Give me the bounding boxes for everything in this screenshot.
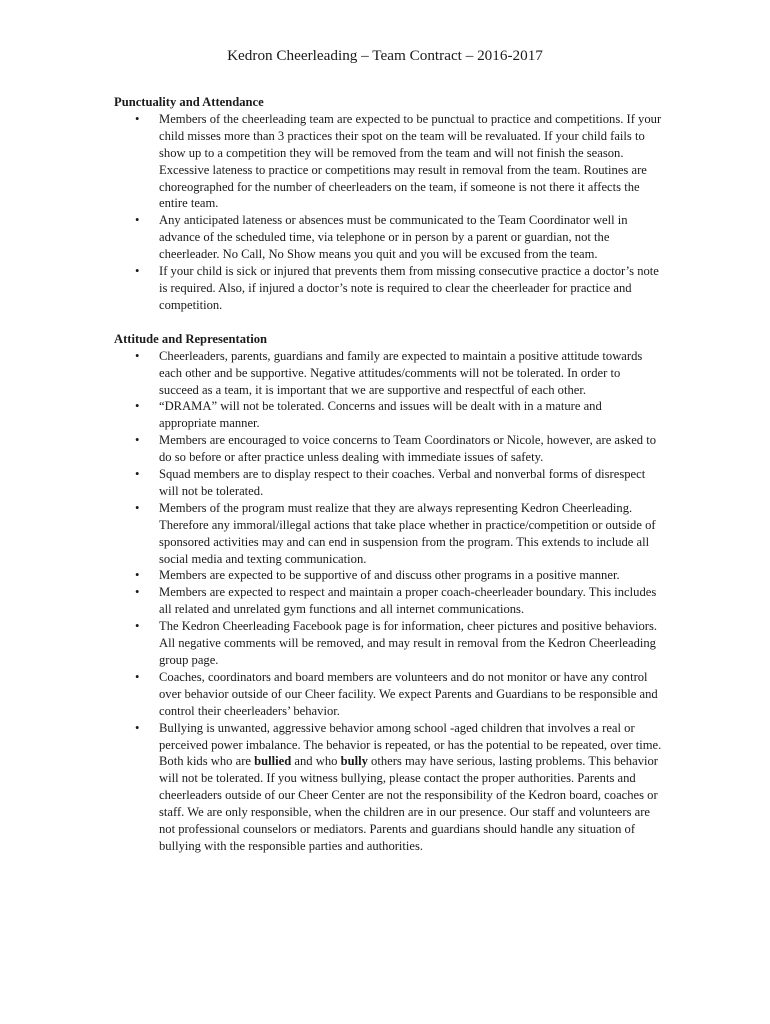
bullet-icon: •	[135, 111, 140, 126]
bullet-icon: •	[135, 399, 140, 414]
list-item: • Members of the program must realize that they are always representing Kedron Cheerleading. Therefore any immoral/illegal actions that take place whether in practice/competition or outside of sponsored activities may and can end in suspension from the program. This extends to include all social media and texting communication.	[135, 500, 656, 566]
bullet-list	[114, 111, 662, 314]
bullet-icon: •	[135, 500, 140, 515]
list-item: • Members are encouraged to voice concerns to Team Coordinators or Nicole, however, are asked to do so before or after practice unless dealing with immediate issues of safety.	[135, 433, 657, 465]
list-item: • Coaches, coordinators and board members are volunteers and do not monitor or have any control over behavior outside of our Cheer facility. We expect Parents and Guardians to be responsible and control their cheerleaders’ behavior.	[135, 669, 658, 718]
list-item: • Any anticipated lateness or absences must be communicated to the Team Coordinator well in advance of the scheduled time, via telephone or in person by a parent or guardian, not the cheerleader. No Call, No Show means you quit and you will be excused from the team.	[135, 213, 628, 262]
list-item: • “DRAMA” will not be tolerated. Concerns and issues will be dealt with in a mature and appropriate manner.	[135, 399, 602, 431]
bullet-icon: •	[135, 720, 140, 735]
list-item: • Cheerleaders, parents, guardians and family are expected to maintain a positive attitude towards each other and be supportive. Negative attitudes/comments will not be tolerated. In order to succeed as a team, it is important that we are supportive and respectful of each other.	[135, 348, 643, 397]
bullet-icon: •	[135, 669, 140, 684]
bullet-icon: •	[135, 264, 140, 279]
bold-term: bully	[340, 754, 368, 769]
bullet-icon: •	[135, 568, 140, 583]
bullet-icon: •	[135, 433, 140, 448]
list-item: • Squad members are to display respect to their coaches. Verbal and nonverbal forms of disrespect will not be tolerated.	[135, 467, 646, 498]
section-punctuality	[114, 94, 662, 314]
bullet-icon: •	[135, 619, 140, 634]
bullet-icon: •	[135, 348, 140, 363]
bullet-icon: •	[135, 585, 140, 600]
section-heading: Punctuality and Attendance	[114, 95, 264, 109]
list-item: • The Kedron Cheerleading Facebook page is for information, cheer pictures and positive behaviors. All negative comments will be removed, and may result in removal from the Kedron Cheerleading group page.	[135, 619, 657, 667]
list-item-bullying: • Bullying is unwanted, aggressive behavior among school -aged children that involves a real or perceived power imbalance. The behavior is repeated, or has the potential to be repeated, over time. Both kids who are bullied and who bully others may have serious, lasting problems. This behavior will not be tolerated. If you witness bullying, please contact the proper authorities. Parents and cheerleaders outside of our Cheer Center are not the responsibility of the Kedron board, coaches or staff. We are only responsible, when the children are in our presence. Our staff and volunteers are not professional counselors or mediators. Parents and guardians should handle any situation of bullying with the responsible parties and authorities.	[135, 720, 662, 853]
list-item: • Members of the cheerleading team are expected to be punctual to practice and competitions. If your child misses more than 3 practices their spot on the team will be revaluated. If your child fails to show up to a competition they will be removed from the team and will not finish the season. Excessive lateness to practice or competitions may result in removal from the team. Routines are choreographed for the number of cheerleaders on the team, if someone is not there it affects the entire team.	[135, 111, 662, 211]
list-item: • If your child is sick or injured that prevents them from missing consecutive practice a doctor’s note is required. Also, if injured a doctor’s note is required to clear the cheerleader for practice and competition.	[135, 264, 659, 312]
bullet-list	[114, 348, 662, 855]
bullet-icon: •	[135, 213, 140, 228]
document-body	[114, 94, 662, 872]
section-attitude	[114, 331, 662, 855]
list-item: • Members are expected to respect and maintain a proper coach-cheerleader boundary. This includes all related and unrelated gym functions and all internet communications.	[135, 585, 657, 617]
bullet-icon: •	[135, 467, 140, 482]
page-title: Kedron Cheerleading – Team Contract – 2016-2017	[227, 47, 543, 64]
list-item: • Members are expected to be supportive of and discuss other programs in a positive manner.	[135, 568, 620, 583]
bold-term: bullied	[254, 754, 292, 769]
section-heading: Attitude and Representation	[114, 331, 267, 346]
